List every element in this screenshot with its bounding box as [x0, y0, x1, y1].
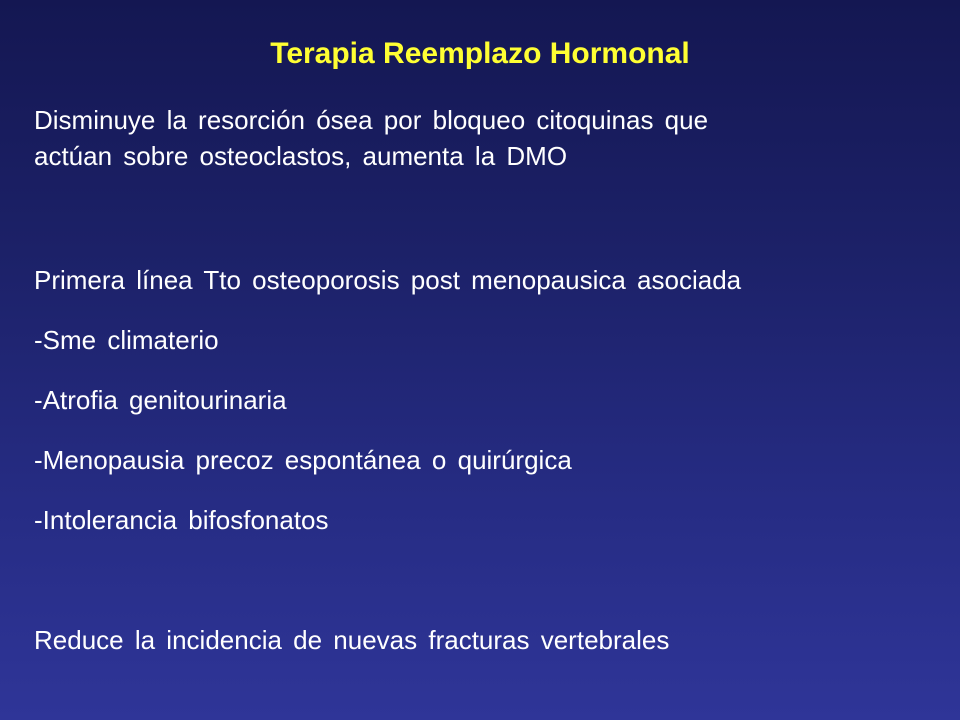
list-item: -Atrofia genitourinaria	[34, 385, 287, 415]
list-item: -Menopausia precoz espontánea o quirúrgica	[34, 445, 572, 475]
list-item: -Sme climaterio	[34, 325, 219, 355]
paragraph-resorption-line2: actúan sobre osteoclastos, aumenta la DMO	[34, 141, 568, 171]
paragraph-fractures: Reduce la incidencia de nuevas fracturas vertebrales	[34, 625, 670, 655]
list-item: -Intolerancia bifosfonatos	[34, 505, 329, 535]
slide-title: Terapia Reemplazo Hormonal	[270, 37, 690, 70]
paragraph-resorption-line1: Disminuye la resorción ósea por bloqueo citoquinas que	[34, 105, 709, 135]
paragraph-resorption	[34, 102, 708, 174]
paragraph-first-line: Primera línea Tto osteoporosis post menopausica asociada	[34, 265, 742, 295]
